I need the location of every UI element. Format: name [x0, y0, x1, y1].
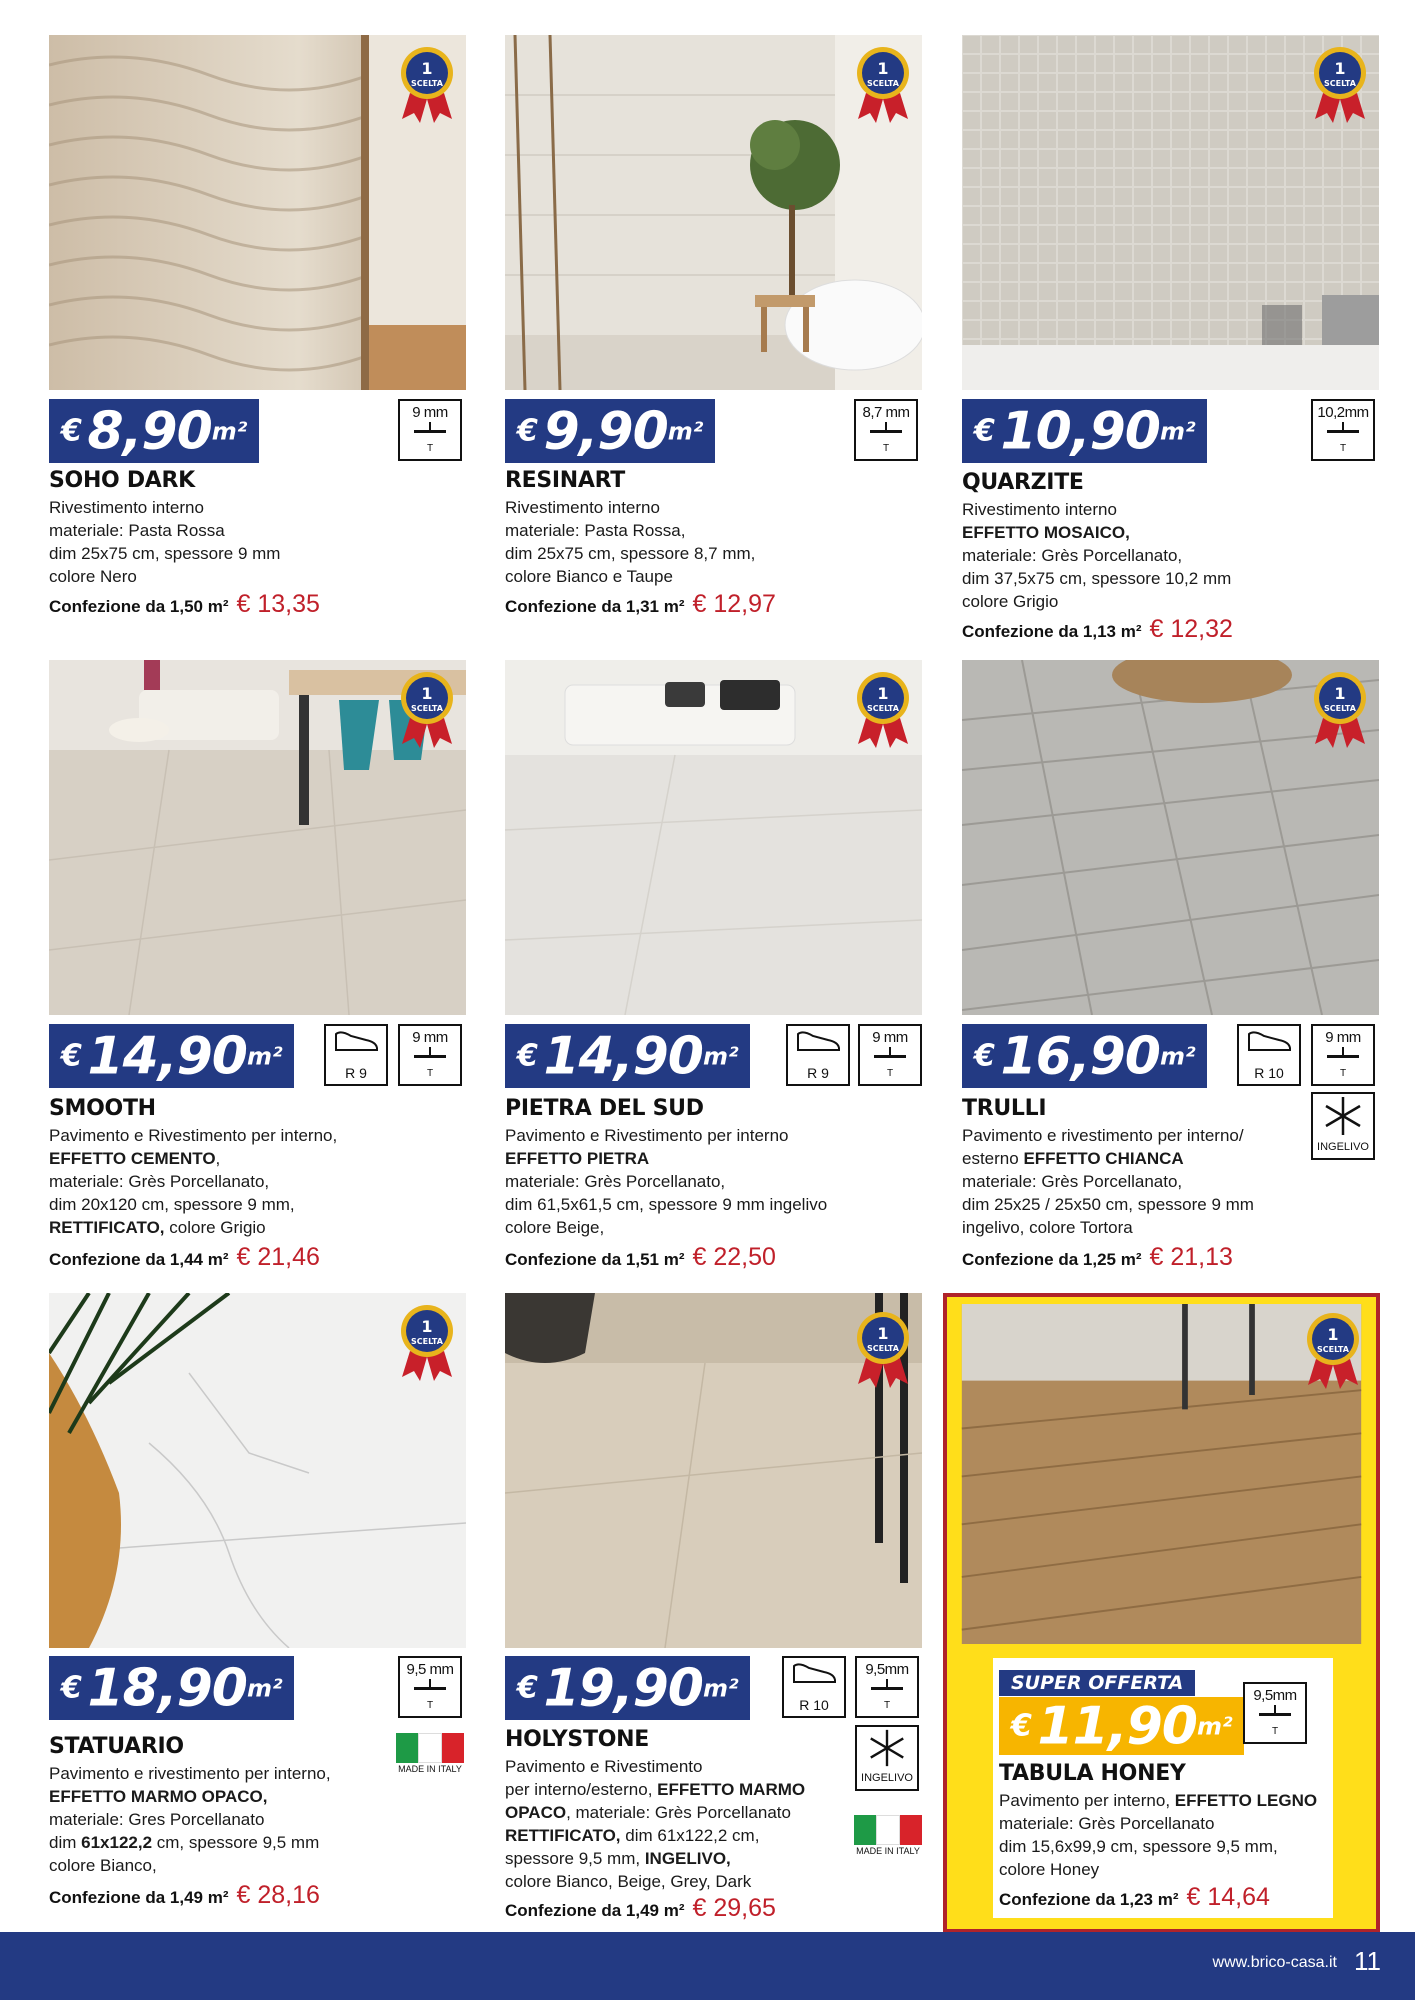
prima-scelta-badge	[1309, 668, 1371, 748]
website-link[interactable]: www.brico-casa.it	[1212, 1954, 1337, 1971]
product-card-tabula-honey[interactable]	[943, 1293, 1380, 1933]
product-name: TABULA HONEY	[999, 1761, 1186, 1786]
package-info: Confezione da 1,50 m² € 13,35	[49, 590, 320, 618]
package-info: Confezione da 1,23 m² € 14,64	[999, 1883, 1270, 1911]
price-tag: € 18,90m²	[49, 1656, 294, 1720]
svg-text:1: 1	[421, 1317, 433, 1336]
made-in-italy-flag: MADE IN ITALY	[396, 1733, 464, 1774]
product-name: RESINART	[505, 468, 625, 493]
product-description: Pavimento e Rivestimento per interno EFFETTO PIETRA materiale: Grès Porcellanato, dim 61,5x61,5 cm, spessore 9 mm ingelivo colore Beige,	[505, 1126, 828, 1237]
product-card-holystone[interactable]	[505, 1293, 922, 1933]
svg-text:1: 1	[1327, 1325, 1339, 1344]
price-tag: € 14,90m²	[505, 1024, 750, 1088]
product-description: Pavimento e rivestimento per interno/ esterno EFFETTO CHIANCA materiale: Grès Porcellanato, dim 25x25 / 25x50 cm, spessore 9 mm ingelivo, colore Tortora	[962, 1126, 1254, 1237]
product-description: Rivestimento interno materiale: Pasta Rossa, dim 25x75 cm, spessore 8,7 mm, colore Bianco e Taupe	[505, 498, 756, 586]
thickness-icon: 9 mm T	[398, 1024, 462, 1086]
package-info: Confezione da 1,44 m² € 21,46	[49, 1243, 320, 1271]
made-in-italy-flag: MADE IN ITALY	[854, 1815, 922, 1856]
prima-scelta-badge	[396, 43, 458, 123]
thickness-icon: 9 mm T	[1311, 1024, 1375, 1086]
price-tag: € 19,90m²	[505, 1656, 750, 1720]
svg-text:SCELTA: SCELTA	[1317, 1345, 1349, 1354]
thickness-icon: 8,7 mm T	[854, 399, 918, 461]
product-description: Rivestimento interno EFFETTO MOSAICO, materiale: Grès Porcellanato, dim 37,5x75 cm, spessore 10,2 mm colore Grigio	[962, 500, 1232, 611]
price-tag: € 11,90m²	[999, 1697, 1244, 1755]
shoe-icon	[1244, 1026, 1294, 1056]
snowflake-icon	[865, 1727, 909, 1769]
svg-text:SCELTA: SCELTA	[411, 704, 443, 713]
product-description: Rivestimento interno materiale: Pasta Rossa dim 25x75 cm, spessore 9 mm colore Nero	[49, 498, 281, 586]
prima-scelta-badge	[852, 668, 914, 748]
shoe-icon	[789, 1658, 839, 1688]
product-description: Pavimento per interno, EFFETTO LEGNO materiale: Grès Porcellanato dim 15,6x99,9 cm, spessore 9,5 mm, colore Honey	[999, 1791, 1318, 1879]
badge-label: SCELTA	[411, 79, 443, 88]
product-name: QUARZITE	[962, 470, 1084, 495]
snowflake-icon	[1321, 1094, 1365, 1138]
product-name: TRULLI	[962, 1096, 1047, 1121]
svg-text:SCELTA: SCELTA	[1324, 704, 1356, 713]
shoe-icon	[793, 1026, 843, 1056]
price-tag: € 9,90m²	[505, 399, 715, 463]
prima-scelta-badge	[396, 1301, 458, 1381]
svg-text:1: 1	[877, 1324, 889, 1343]
svg-text:1: 1	[1334, 684, 1346, 703]
svg-text:SCELTA: SCELTA	[867, 79, 899, 88]
thickness-icon: 10,2mm T	[1311, 399, 1375, 461]
product-description: Pavimento e Rivestimento per interno/esterno, EFFETTO MARMO OPACO, materiale: Grès Porcellanato RETTIFICATO, dim 61x122,2 cm, spessore 9,5 mm, INGELIVO, colore Bianco, Beige, Grey, Dark	[505, 1757, 806, 1891]
page-number: 11	[1354, 1946, 1381, 1976]
anti-slip-r9-icon: R 9	[324, 1024, 388, 1086]
anti-slip-r10-icon: R 10	[1237, 1024, 1301, 1086]
prima-scelta-badge	[1309, 43, 1371, 123]
anti-slip-r10-icon: R 10	[782, 1656, 846, 1718]
product-card-statuario[interactable]	[49, 1293, 466, 1923]
svg-text:SCELTA: SCELTA	[1324, 79, 1356, 88]
prima-scelta-badge	[852, 43, 914, 123]
product-card-smooth[interactable]	[49, 660, 466, 1280]
badge-number: 1	[421, 59, 433, 78]
shoe-icon	[331, 1026, 381, 1056]
ingelivo-frost-icon: INGELIVO	[1311, 1092, 1375, 1160]
product-card-quarzite[interactable]	[962, 35, 1379, 655]
product-description: Pavimento e rivestimento per interno, EFFETTO MARMO OPACO, materiale: Gres Porcellanato dim 61x122,2 cm, spessore 9,5 mm colore Bianco,	[49, 1764, 331, 1875]
package-info: Confezione da 1,31 m² € 12,97	[505, 590, 776, 618]
svg-text:SCELTA: SCELTA	[867, 1344, 899, 1353]
product-name: SMOOTH	[49, 1096, 156, 1121]
svg-text:1: 1	[1334, 59, 1346, 78]
super-offerta-label: SUPER OFFERTA	[999, 1670, 1195, 1696]
page-footer	[0, 1932, 1415, 2000]
thickness-icon: 9,5mm T	[855, 1656, 919, 1718]
price-tag: € 14,90m²	[49, 1024, 294, 1088]
package-info: Confezione da 1,49 m² € 29,65	[505, 1894, 776, 1922]
product-card-resinart[interactable]	[505, 35, 922, 635]
package-info: Confezione da 1,49 m² € 28,16	[49, 1881, 320, 1909]
anti-slip-r9-icon: R 9	[786, 1024, 850, 1086]
product-card-pietra-del-sud[interactable]	[505, 660, 922, 1280]
product-name: HOLYSTONE	[505, 1727, 649, 1752]
product-card-trulli[interactable]	[962, 660, 1379, 1280]
product-name: SOHO DARK	[49, 468, 195, 493]
prima-scelta-badge	[1302, 1309, 1364, 1389]
ingelivo-frost-icon: INGELIVO	[855, 1725, 919, 1791]
prima-scelta-badge	[396, 668, 458, 748]
package-info: Confezione da 1,13 m² € 12,32	[962, 615, 1233, 643]
product-name: PIETRA DEL SUD	[505, 1096, 704, 1121]
price-tag: € 8,90m²	[49, 399, 259, 463]
package-info: Confezione da 1,51 m² € 22,50	[505, 1243, 776, 1271]
product-name: STATUARIO	[49, 1734, 184, 1759]
svg-text:1: 1	[877, 59, 889, 78]
thickness-icon: 9,5mm T	[1243, 1682, 1307, 1744]
product-description: Pavimento e Rivestimento per interno, EFFETTO CEMENTO, materiale: Grès Porcellanato, dim 20x120 cm, spessore 9 mm, RETTIFICATO, colore Grigio	[49, 1126, 338, 1237]
thickness-icon: 9 mm T	[858, 1024, 922, 1086]
package-info: Confezione da 1,25 m² € 21,13	[962, 1243, 1233, 1271]
svg-text:1: 1	[421, 684, 433, 703]
svg-text:SCELTA: SCELTA	[867, 704, 899, 713]
product-card-soho-dark[interactable]	[49, 35, 466, 635]
svg-text:SCELTA: SCELTA	[411, 1337, 443, 1346]
price-tag: € 16,90m²	[962, 1024, 1207, 1088]
prima-scelta-badge	[852, 1308, 914, 1388]
svg-text:1: 1	[877, 684, 889, 703]
thickness-icon: 9 mm T	[398, 399, 462, 461]
thickness-icon: 9,5 mm T	[398, 1656, 462, 1718]
price-tag: € 10,90m²	[962, 399, 1207, 463]
